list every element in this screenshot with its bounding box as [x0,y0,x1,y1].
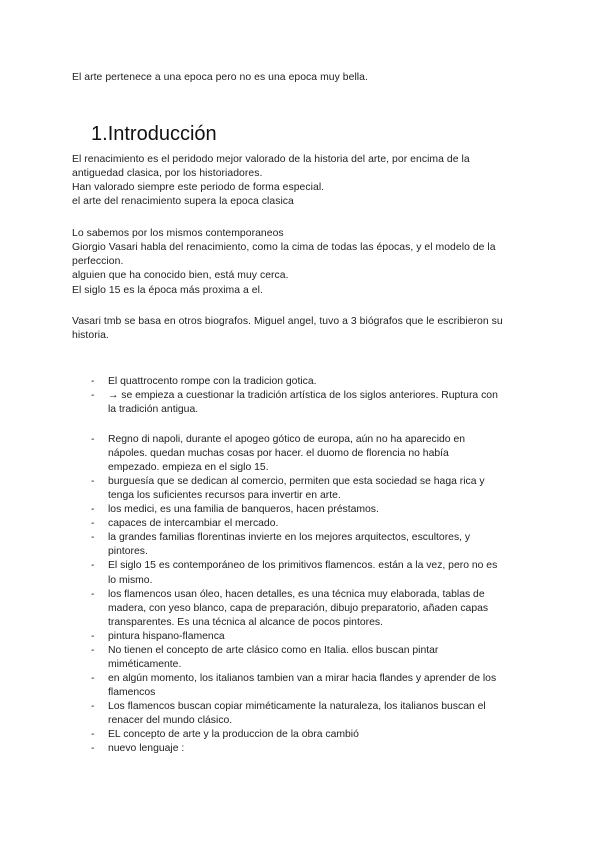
list-bullet-dash: - [91,376,95,387]
list-item-line: No tienen el concepto de arte clásico como en Italia. ellos buscan pintar [108,644,439,656]
heading-number: 1. [91,123,108,145]
intro-line: El arte pertenece a una epoca pero no es una epoca muy bella. [72,72,368,83]
list-bullet-dash: - [91,560,95,572]
list-item-line: empezado. empieza en el siglo 15. [108,462,269,474]
list-bullet-dash: - [91,729,95,741]
list-bullet-dash: - [91,588,95,600]
list-item-line: pintura hispano-flamenca [108,630,225,642]
list-item-line: → se empieza a cuestionar la tradición artística de los siglos anteriores. Ruptura con [108,390,498,402]
list-bullet-dash: - [91,518,95,530]
paragraph2-line: Giorgio Vasari habla del renacimiento, como la cima de todas las épocas, y el modelo de la [72,242,496,253]
list-item-line: pintores. [108,546,148,558]
list-item-line: flamencos [108,686,156,698]
list-bullet-dash: - [91,630,95,642]
list-item-line: la grandes familias florentinas invierte en los mejores arquitectos, escultores, y [108,532,471,544]
list-item-line: madera, con yeso blanco, capa de preparación, dibujo preparatorio, añaden capas [108,602,489,614]
list-item-line: EL concepto de arte y la produccion de la obra cambió [108,729,359,741]
list-item-line: tenga los suficientes recursos para invertir en arte. [108,490,341,502]
paragraph2-line: El siglo 15 es la época más proxima a el. [72,285,263,296]
list-item-line: El siglo 15 es contemporáneo de los primitivos flamencos. están a la vez, pero no es [108,560,498,572]
paragraph1-line: el arte del renacimiento supera la epoca clasica [72,196,294,207]
list-bullet-dash: - [91,390,95,402]
list-bullet-dash: - [91,476,95,488]
paragraph1-line: Han valorado siempre este periodo de forma especial. [72,182,325,193]
list-item-line: en algún momento, los italianos tambien van a mirar hacia flandes y aprender de los [108,672,497,684]
list-item-line: los medici, es una familia de banqueros, hacen préstamos. [108,504,379,516]
list-bullet-dash: - [91,434,95,445]
list-item-line: transparentes. Es una técnica al alcance de pocos pintores. [108,616,383,628]
heading-title: Introducción [107,123,217,145]
list-item-line: los flamencos usan óleo, hacen detalles, es una técnica muy elaborada, tablas de [108,588,485,600]
paragraph2-line: Lo sabemos por los mismos contemporaneos [72,228,284,239]
paragraph1-line: antiguedad clasica, por los historiadores. [72,168,263,179]
list-item-line: miméticamente. [108,658,182,670]
list-bullet-dash: - [91,700,95,712]
list-item-line: lo mismo. [108,574,153,586]
section-heading [91,122,217,146]
paragraph3-line: historia. [72,330,109,341]
list-bullet-dash: - [91,743,95,755]
list-item-line: Regno di napoli, durante el apogeo gótico de europa, aún no ha aparecido en [108,434,466,445]
list-item-line: nápoles. quedan muchas cosas por hacer. el duomo de florencia no había [108,448,449,460]
list-item-line: renacer del mundo clásico. [108,715,233,726]
paragraph2-line: perfeccion. [72,256,124,267]
paragraph2-line: alguien que ha conocido bien, está muy cerca. [72,270,289,281]
list-bullet-dash: - [91,504,95,516]
list-bullet-dash: - [91,532,95,544]
list-bullet-dash: - [91,644,95,656]
list-item-line: El quattrocento rompe con la tradicion gotica. [108,376,317,387]
list-item-line: burguesía que se dedican al comercio, permiten que esta sociedad se haga rica y [108,476,485,488]
list-item-line: capaces de intercambiar el mercado. [108,518,279,530]
paragraph1-line: El renacimiento es el peridodo mejor valorado de la historia del arte, por encima de la [72,154,470,165]
paragraph3-line: Vasari tmb se basa en otros biografos. Miguel angel, tuvo a 3 biógrafos que le escribieron su [72,316,503,327]
list-bullet-dash: - [91,672,95,684]
list-item-line: la tradición antigua. [108,404,199,416]
list-item-line: Los flamencos buscan copiar miméticamente la naturaleza, los italianos buscan el [108,700,486,712]
list-item-line: nuevo lenguaje : [108,743,185,755]
